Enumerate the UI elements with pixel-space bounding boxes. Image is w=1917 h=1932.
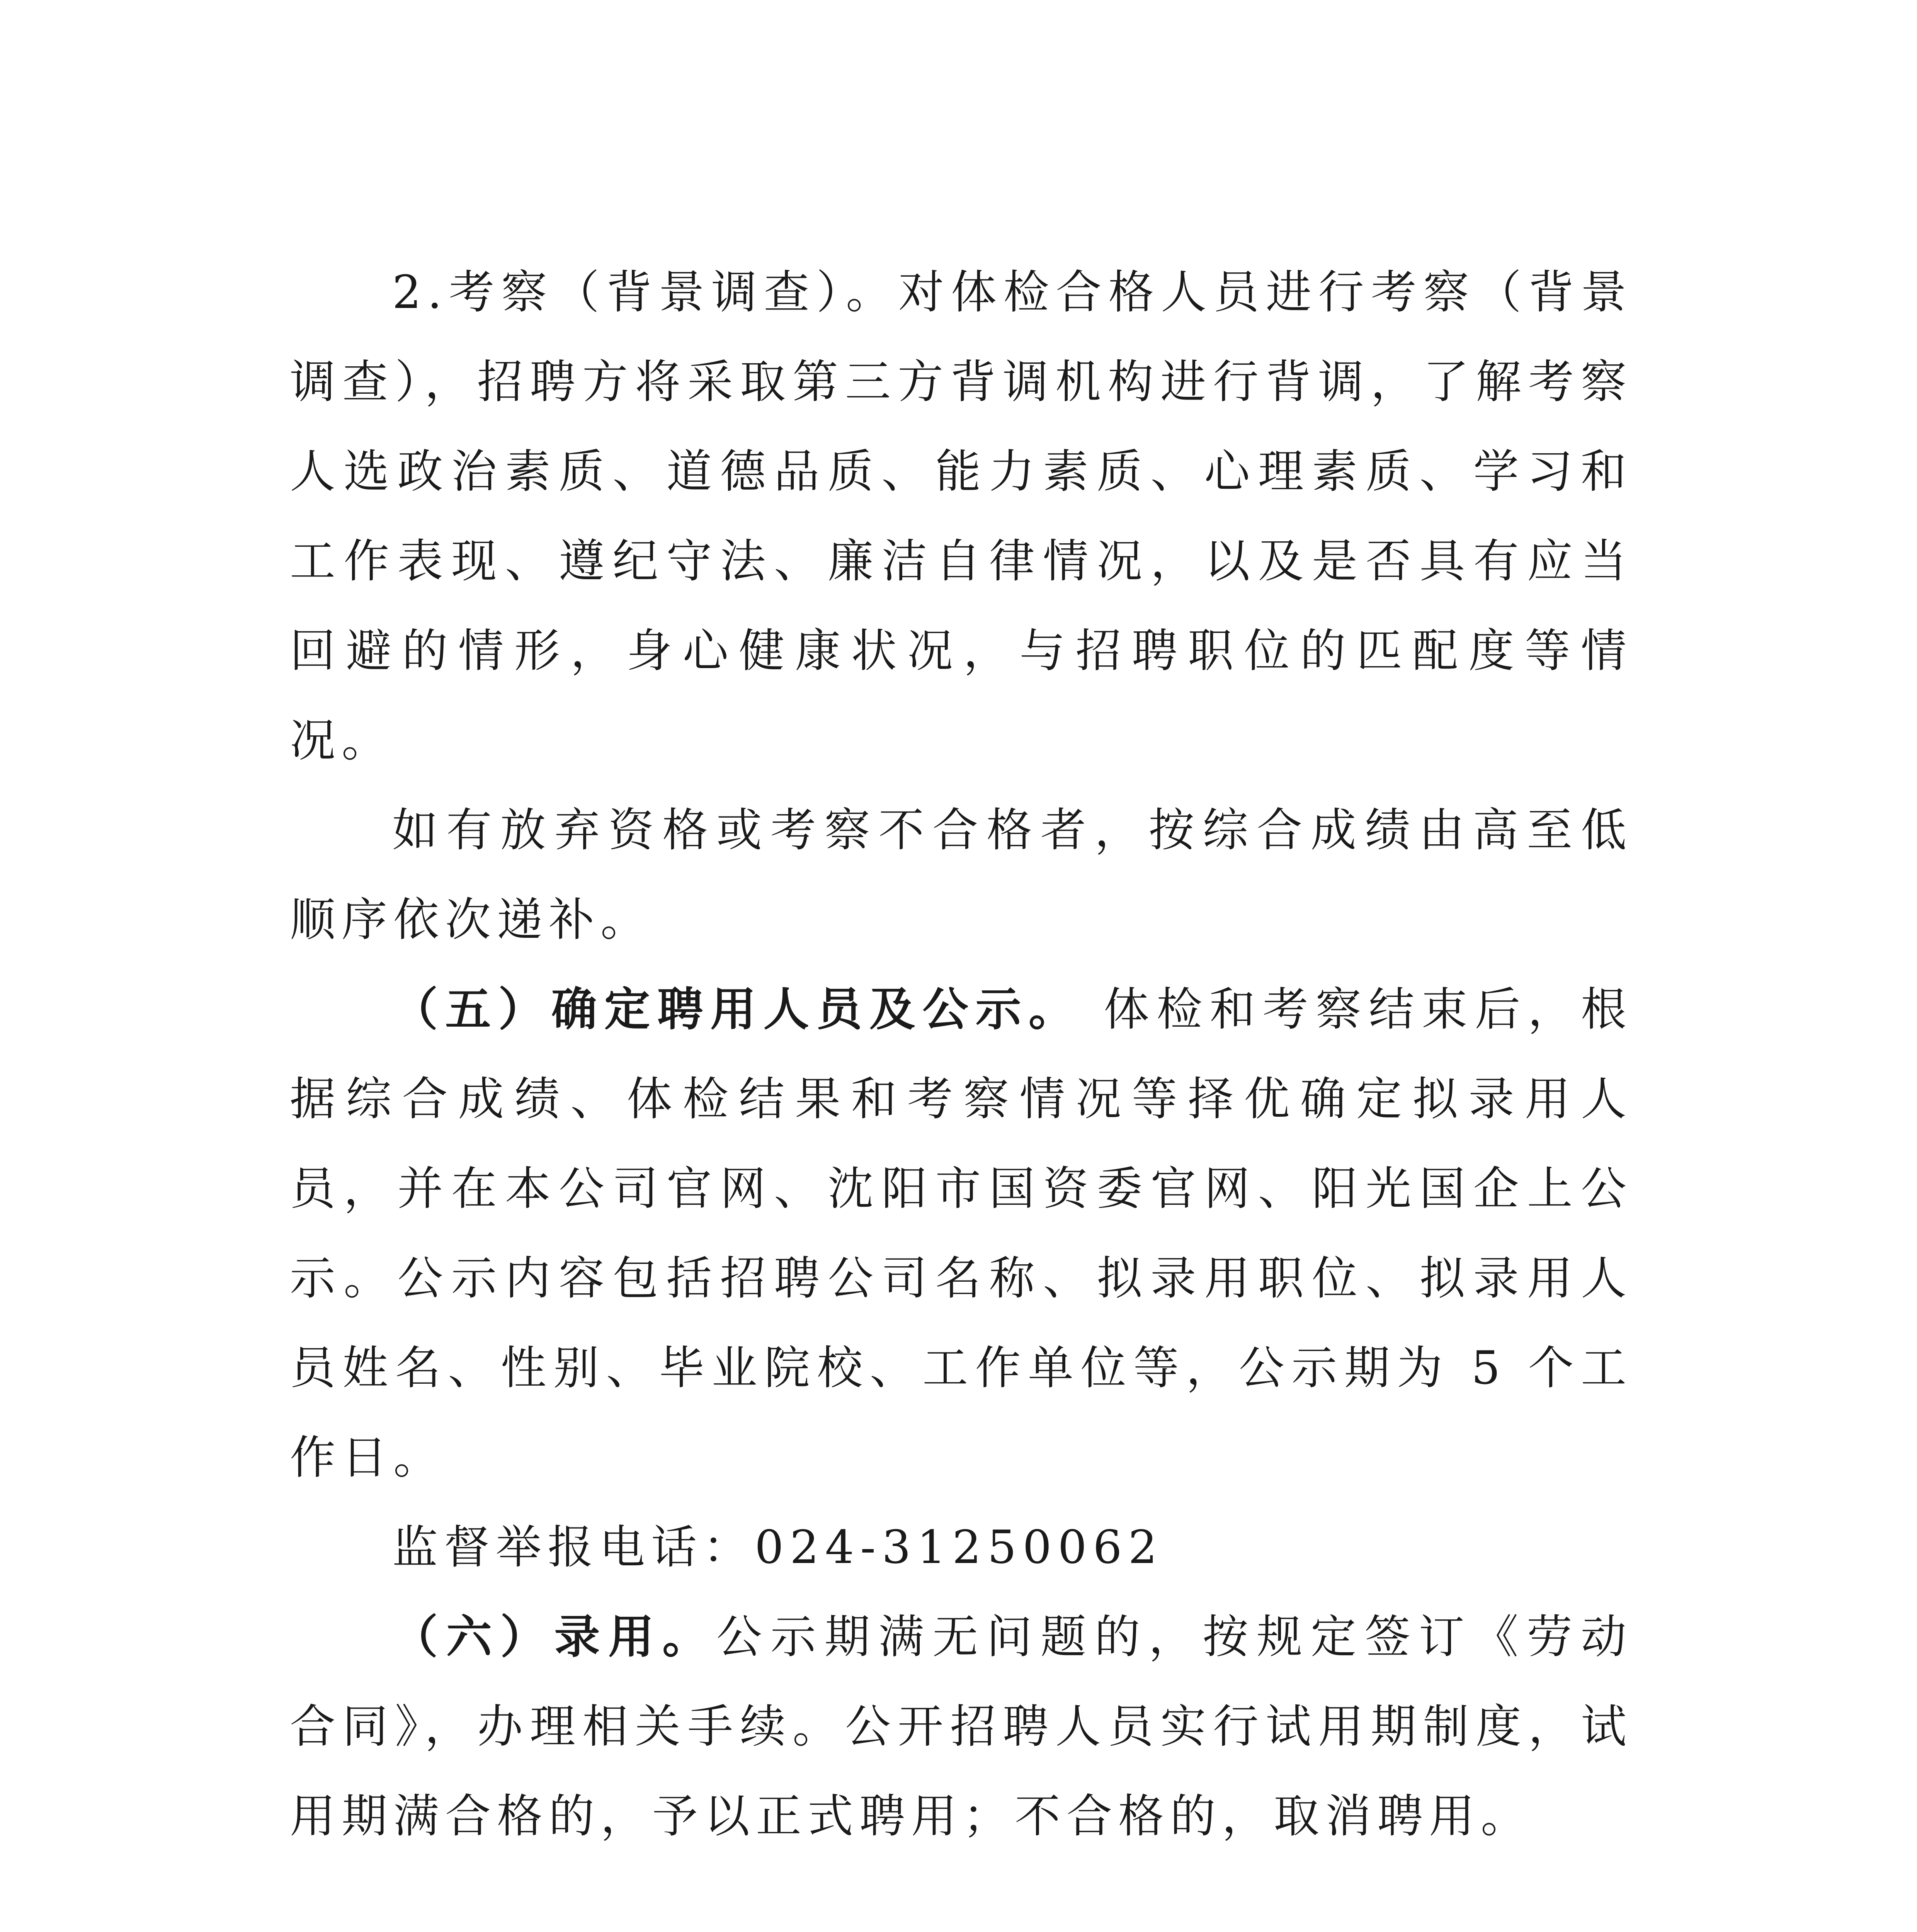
paragraph-publicity bbox=[290, 964, 1633, 1502]
employment-body: 公示期满无问题的，按规定签订《劳动合同》，办理相关手续。公开招聘人员实行试用期制度，试用期满合格的，予以正式聘用；不合格的，取消聘用。 bbox=[290, 1610, 1633, 1843]
publicity-body: 体检和考察结束后，根据综合成绩、体检结果和考察情况等择优确定拟录用人员，并在本公司官网、沈阳市国资委官网、阳光国企上公示。公示内容包括招聘公司名称、拟录用职位、拟录用人员姓名、性别、毕业院校、工作单位等，公示期为 5 个工作日。 bbox=[290, 983, 1633, 1484]
paragraph-hotline: 监督举报电话：024-31250062 bbox=[392, 1520, 1163, 1574]
section-heading-publicity: （五）确定聘用人员及公示。 bbox=[392, 983, 1082, 1036]
paragraph-employment bbox=[290, 1592, 1633, 1861]
section-heading-employment: （六）录用。 bbox=[392, 1610, 716, 1663]
paragraph-background-check: 2.考察（背景调查）。对体检合格人员进行考察（背景调查），招聘方将采取第三方背调机构进行背调，了解考察人选政治素质、道德品质、能力素质、心理素质、学习和工作表现、遵纪守法、廉洁自律情况，以及是否具有应当回避的情形，身心健康状况，与招聘职位的匹配度等情况。 bbox=[290, 265, 1633, 767]
paragraph-replacement: 如有放弃资格或考察不合格者，按综合成绩由高至低顺序依次递补。 bbox=[290, 803, 1633, 946]
document-body bbox=[290, 247, 1633, 1861]
